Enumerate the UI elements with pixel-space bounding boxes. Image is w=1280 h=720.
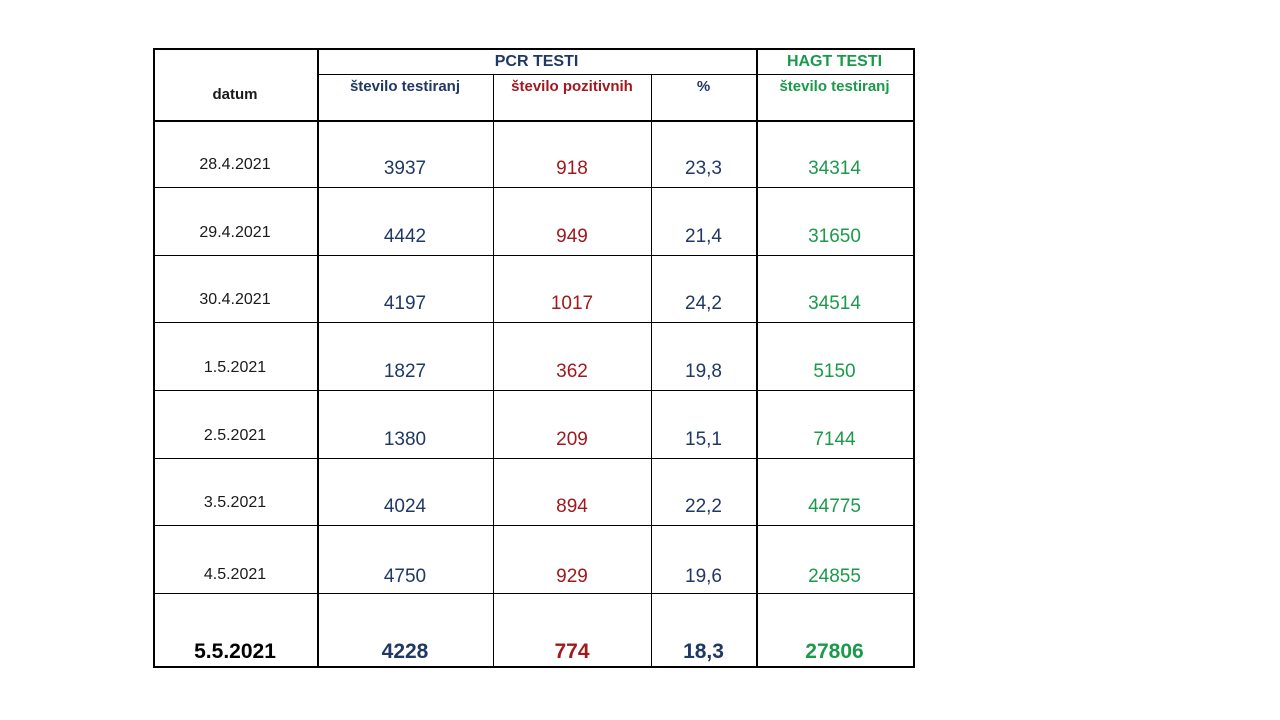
- header-hagt-tests: število testiranj: [779, 78, 890, 95]
- pcr-positive-cell: 929: [556, 566, 588, 587]
- header-pcr-tests: število testiranj: [349, 78, 461, 95]
- date-cell: 5.5.2021: [194, 640, 276, 663]
- date-cell: 2.5.2021: [203, 427, 267, 444]
- hagt-tests-cell: 5150: [813, 361, 856, 382]
- hagt-tests-cell: 34314: [808, 158, 861, 179]
- header-pcr-positive: število pozitivnih: [511, 78, 633, 95]
- pcr-tests-cell: 4228: [381, 640, 429, 663]
- header-bottom-border: [153, 120, 915, 122]
- pcr-hagt-table: [153, 48, 915, 668]
- hagt-tests-cell: 31650: [808, 226, 861, 247]
- row-divider: [153, 390, 915, 391]
- table-border-bottom: [153, 666, 915, 668]
- percent-cell: 23,3: [685, 158, 722, 179]
- hagt-tests-cell: 27806: [805, 640, 864, 663]
- pcr-positive-cell: 894: [556, 496, 588, 517]
- pcr-tests-cell: 4442: [383, 226, 427, 247]
- row-divider: [153, 322, 915, 323]
- pcr-tests-cell: 4197: [383, 293, 427, 314]
- header-hagt-testi: HAGT TESTI: [786, 53, 883, 70]
- pcr-positive-cell: 918: [556, 158, 588, 179]
- percent-cell: 21,4: [685, 226, 722, 247]
- table-border-top: [153, 48, 915, 50]
- pcr-tests-cell: 4024: [383, 496, 427, 517]
- hagt-tests-cell: 44775: [808, 496, 861, 517]
- percent-cell: 24,2: [685, 293, 722, 314]
- pcr-tests-cell: 3937: [383, 158, 427, 179]
- row-divider: [153, 458, 915, 459]
- table-border-right: [913, 48, 915, 668]
- pcr-positive-cell: 362: [556, 361, 588, 382]
- header-datum: datum: [212, 86, 258, 103]
- pcr-tests-cell: 1380: [383, 429, 427, 450]
- date-cell: 30.4.2021: [199, 291, 271, 308]
- date-cell: 29.4.2021: [199, 224, 271, 241]
- percent-cell: 22,2: [685, 496, 722, 517]
- pcr-tests-cell: 1827: [383, 361, 427, 382]
- header-pcr-testi: PCR TESTI: [494, 53, 579, 70]
- row-divider: [153, 525, 915, 526]
- pcr-positive-cell: 949: [556, 226, 588, 247]
- percent-cell: 19,8: [685, 361, 722, 382]
- hagt-tests-cell: 7144: [813, 429, 856, 450]
- pcr-tests-cell: 4750: [383, 566, 427, 587]
- percent-cell: 18,3: [683, 640, 724, 663]
- row-divider: [153, 187, 915, 188]
- pcr-positive-cell: 209: [556, 429, 588, 450]
- percent-cell: 15,1: [685, 429, 722, 450]
- percent-cell: 19,6: [685, 566, 722, 587]
- date-cell: 4.5.2021: [203, 566, 267, 583]
- row-divider: [153, 593, 915, 594]
- hagt-tests-cell: 24855: [808, 566, 861, 587]
- date-cell: 1.5.2021: [203, 359, 267, 376]
- date-cell: 3.5.2021: [203, 494, 267, 511]
- hagt-tests-cell: 34514: [808, 293, 861, 314]
- row-divider: [153, 255, 915, 256]
- header-divider: [317, 74, 915, 75]
- pcr-positive-cell: 1017: [550, 293, 594, 314]
- date-cell: 28.4.2021: [199, 156, 271, 173]
- header-percent: %: [696, 78, 711, 95]
- pcr-positive-cell: 774: [554, 640, 590, 663]
